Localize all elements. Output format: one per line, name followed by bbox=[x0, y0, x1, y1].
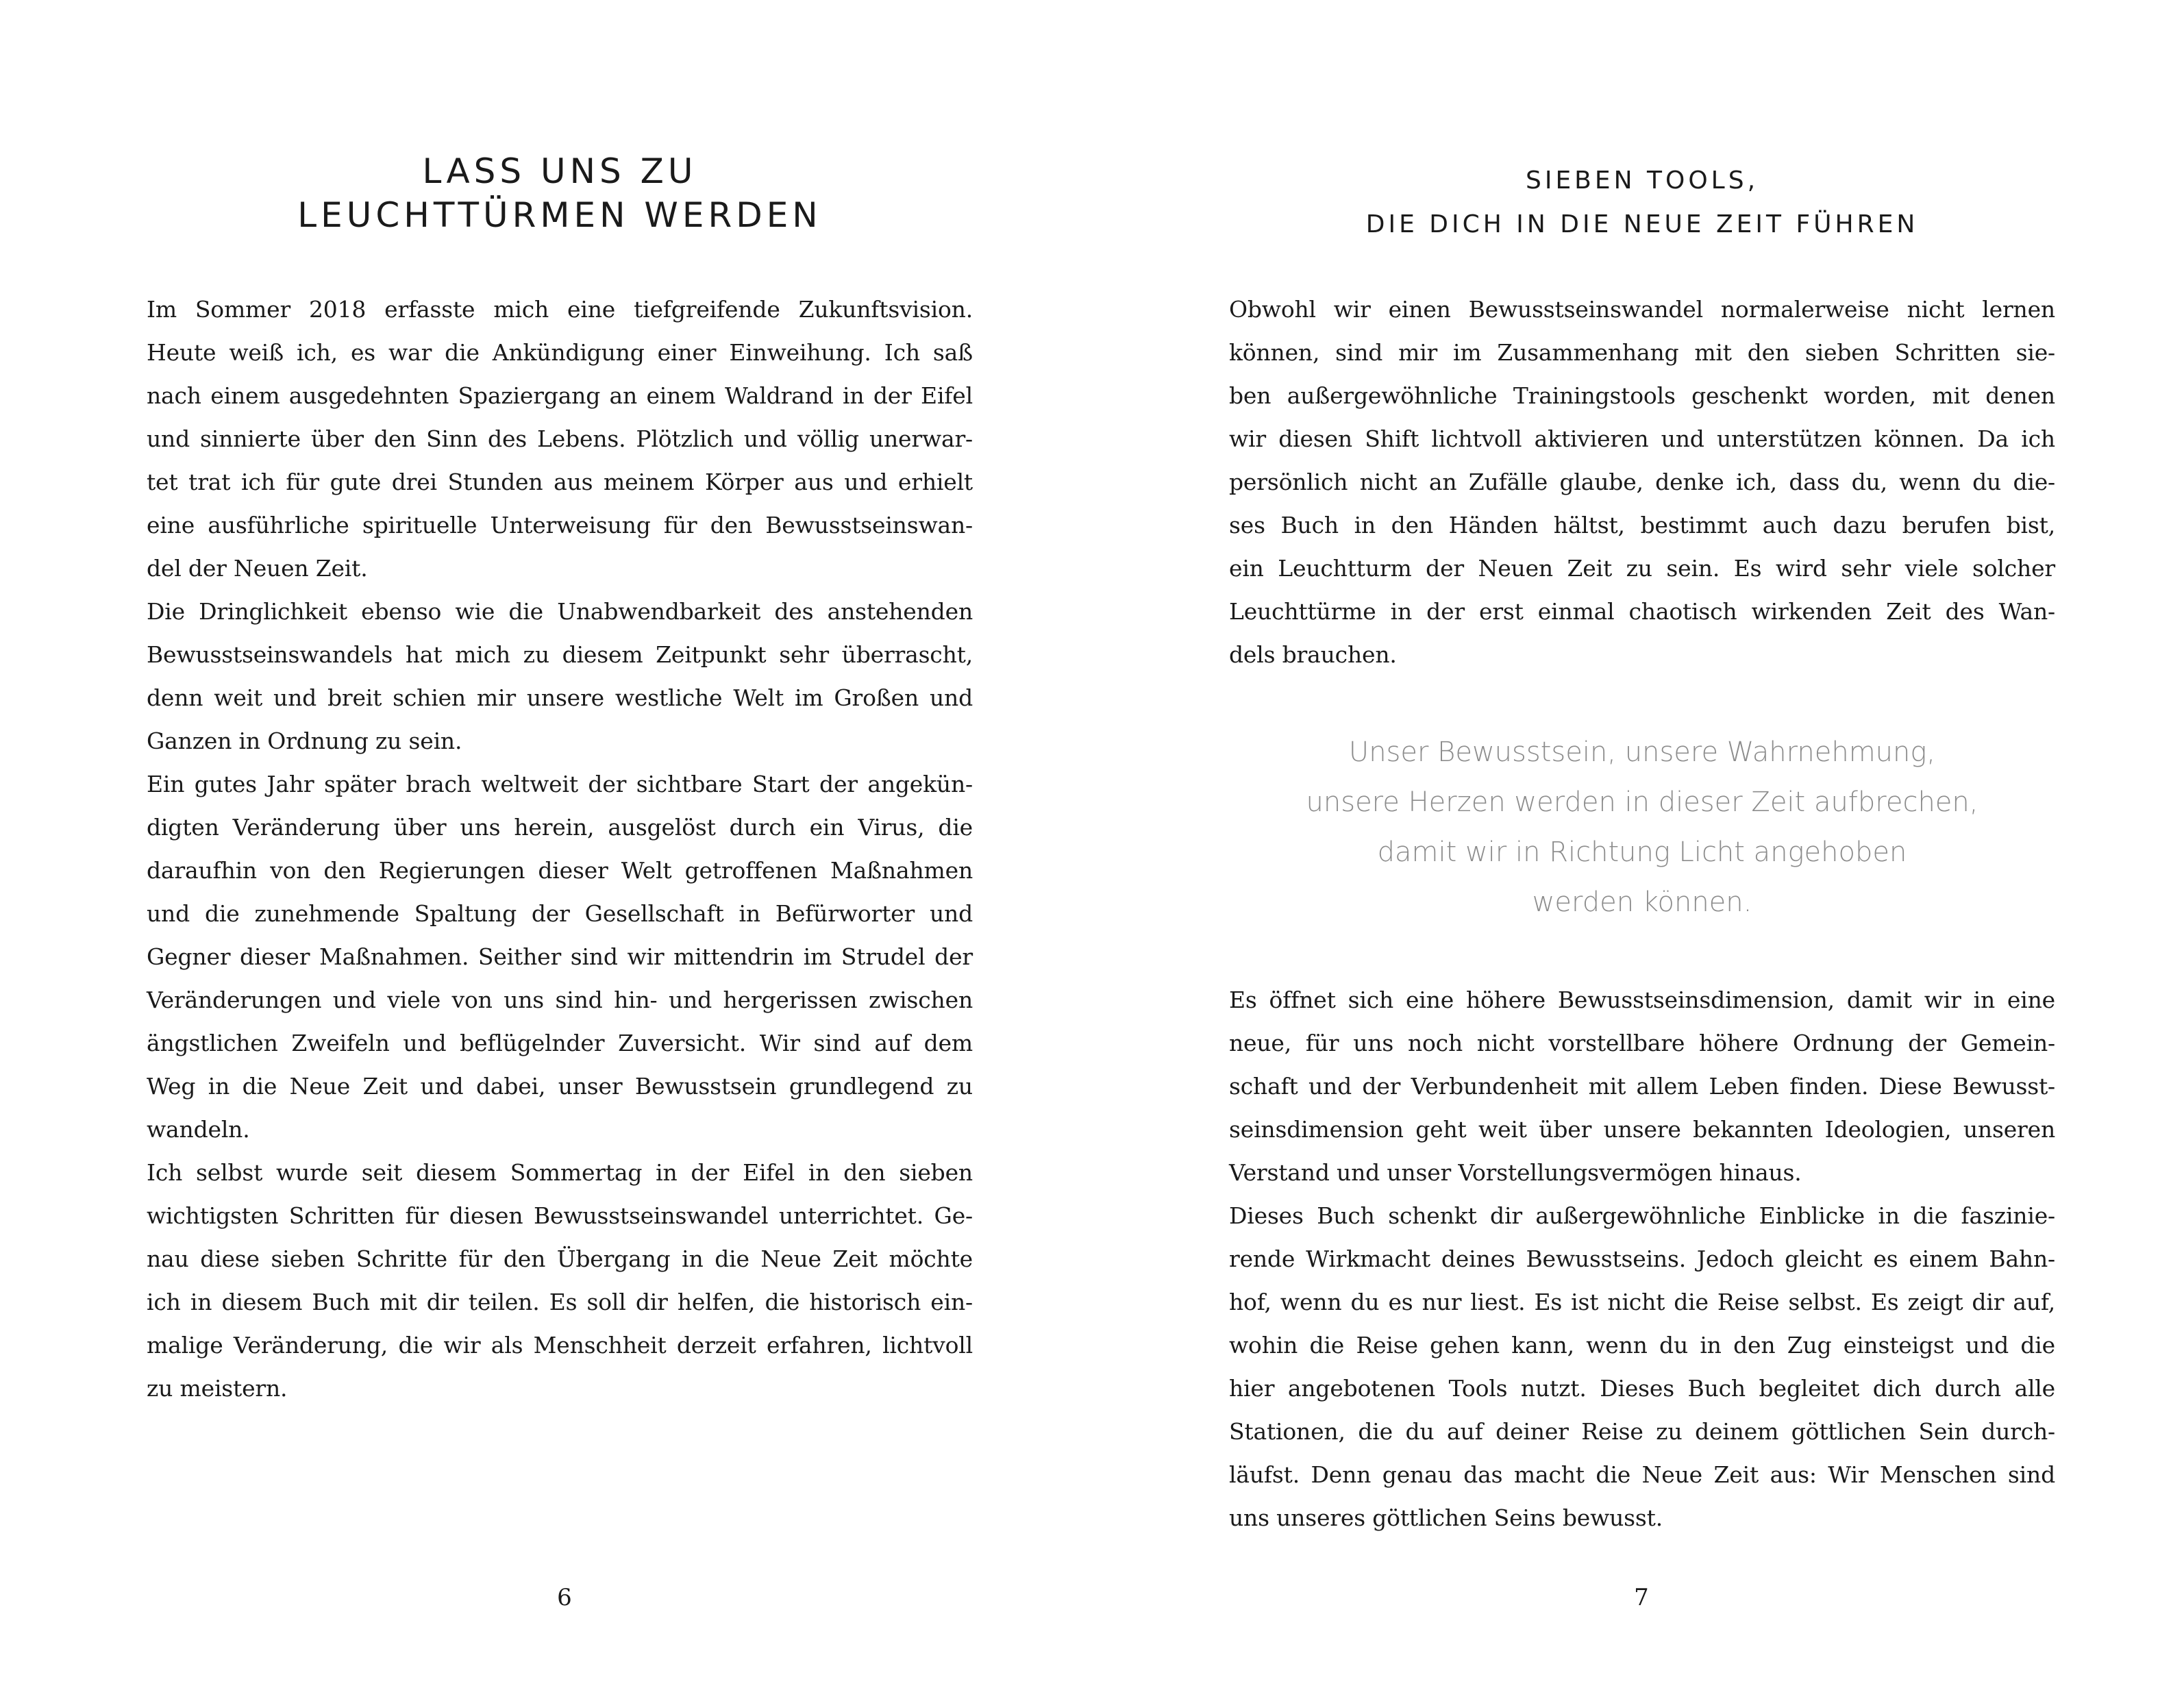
text-line: schaft und der Verbundenheit mit allem Leben finden. Diese Bewusst- bbox=[1229, 1073, 2055, 1100]
quote-line: werden können. bbox=[1532, 886, 1752, 918]
text-line: malige Veränderung, die wir als Menschheit derzeit erfahren, lichtvoll bbox=[147, 1332, 973, 1359]
left-title-line: LEUCHTTÜRMEN WERDEN bbox=[297, 195, 822, 235]
text-line: hier angebotenen Tools nutzt. Dieses Buch begleitet dich durch alle bbox=[1229, 1375, 2055, 1402]
quote-line: unsere Herzen werden in dieser Zeit aufbrechen, bbox=[1306, 786, 1978, 818]
paragraph bbox=[147, 1151, 973, 1410]
paragraph bbox=[147, 288, 973, 590]
pull-quote bbox=[1229, 728, 2055, 928]
text-line: Verstand und unser Vorstellungsvermögen hinaus. bbox=[1229, 1159, 1802, 1186]
text-line: Weg in die Neue Zeit und dabei, unser Bewusstsein grundlegend zu bbox=[147, 1073, 973, 1100]
text-line: ben außergewöhnliche Trainingstools geschenkt worden, mit denen bbox=[1229, 382, 2055, 409]
text-line: hof, wenn du es nur liest. Es ist nicht die Reise selbst. Es zeigt dir auf, bbox=[1229, 1289, 2055, 1315]
text-line: del der Neuen Zeit. bbox=[147, 555, 368, 582]
text-line: uns unseres göttlichen Seins bewusst. bbox=[1229, 1504, 1663, 1531]
text-line: eine ausführliche spirituelle Unterweisung für den Bewusstseinswan- bbox=[147, 512, 973, 538]
text-line: Gegner dieser Maßnahmen. Seither sind wir mittendrin im Strudel der bbox=[147, 943, 973, 970]
text-line: zu meistern. bbox=[147, 1375, 288, 1402]
text-line: Obwohl wir einen Bewusstseinswandel normalerweise nicht lernen bbox=[1229, 296, 2055, 323]
text-line: denn weit und breit schien mir unsere westliche Welt im Großen und bbox=[147, 684, 973, 711]
text-line: wichtigsten Schritten für diesen Bewusstseinswandel unterrichtet. Ge- bbox=[147, 1202, 973, 1229]
page-number: 7 bbox=[1634, 1584, 1649, 1611]
right-page bbox=[1092, 0, 2184, 1699]
text-line: Im Sommer 2018 erfasste mich eine tiefgreifende Zukunftsvision. bbox=[147, 296, 973, 323]
left-page-title bbox=[147, 149, 973, 237]
text-line: Es öffnet sich eine höhere Bewusstseinsdimension, damit wir in eine bbox=[1229, 987, 2055, 1013]
text-line: persönlich nicht an Zufälle glaube, denke ich, dass du, wenn du die- bbox=[1229, 469, 2055, 495]
text-line: digten Veränderung über uns herein, ausgelöst durch ein Virus, die bbox=[147, 814, 973, 841]
text-line: läufst. Denn genau das macht die Neue Zeit aus: Wir Menschen sind bbox=[1229, 1461, 2055, 1488]
right-page-intro bbox=[1229, 288, 2055, 676]
text-line: neue, für uns noch nicht vorstellbare höhere Ordnung der Gemein- bbox=[1229, 1030, 2055, 1056]
text-line: ich in diesem Buch mit dir teilen. Es soll dir helfen, die historisch ein- bbox=[147, 1289, 973, 1315]
paragraph bbox=[147, 590, 973, 762]
quote-line: Unser Bewusstsein, unsere Wahrnehmung, bbox=[1348, 736, 1936, 768]
page-number: 6 bbox=[557, 1584, 572, 1611]
paragraph bbox=[1229, 1194, 2055, 1539]
text-line: nau diese sieben Schritte für den Übergang in die Neue Zeit möchte bbox=[147, 1245, 973, 1272]
text-line: und sinnierte über den Sinn des Lebens. Plötzlich und völlig unerwar- bbox=[147, 425, 973, 452]
text-line: Leuchttürme in der erst einmal chaotisch wirkenden Zeit des Wan- bbox=[1229, 598, 2055, 625]
paragraph bbox=[1229, 978, 2055, 1194]
right-title-line: DIE DICH IN DIE NEUE ZEIT FÜHREN bbox=[1365, 210, 1919, 238]
text-line: ängstlichen Zweifeln und beflügelnder Zuversicht. Wir sind auf dem bbox=[147, 1030, 973, 1056]
text-line: Dieses Buch schenkt dir außergewöhnliche Einblicke in die faszinie- bbox=[1229, 1202, 2055, 1229]
right-page-body bbox=[1229, 978, 2055, 1539]
paragraph bbox=[147, 762, 973, 1151]
text-line: ses Buch in den Händen hältst, bestimmt auch dazu berufen bist, bbox=[1229, 512, 2055, 538]
text-line: nach einem ausgedehnten Spaziergang an einem Waldrand in der Eifel bbox=[147, 382, 973, 409]
right-page-title bbox=[1229, 159, 2055, 247]
text-line: Die Dringlichkeit ebenso wie die Unabwendbarkeit des anstehenden bbox=[147, 598, 973, 625]
left-title-line: LASS UNS ZU bbox=[422, 151, 697, 191]
text-line: Ganzen in Ordnung zu sein. bbox=[147, 728, 462, 754]
text-line: wir diesen Shift lichtvoll aktivieren und unterstützen können. Da ich bbox=[1229, 425, 2055, 452]
left-page-body bbox=[147, 288, 973, 1410]
text-line: seinsdimension geht weit über unsere bekannten Ideologien, unseren bbox=[1229, 1116, 2055, 1143]
text-line: Bewusstseinswandels hat mich zu diesem Zeitpunkt sehr überrascht, bbox=[147, 641, 973, 668]
text-line: Veränderungen und viele von uns sind hin- und hergerissen zwischen bbox=[147, 987, 973, 1013]
text-line: wohin die Reise gehen kann, wenn du in den Zug einsteigst und die bbox=[1229, 1332, 2055, 1359]
text-line: ein Leuchtturm der Neuen Zeit zu sein. Es wird sehr viele solcher bbox=[1229, 555, 2055, 582]
text-line: rende Wirkmacht deines Bewusstseins. Jedoch gleicht es einem Bahn- bbox=[1229, 1245, 2055, 1272]
right-title-line: SIEBEN TOOLS, bbox=[1525, 166, 1759, 195]
text-line: dels brauchen. bbox=[1229, 641, 1397, 668]
text-line: tet trat ich für gute drei Stunden aus meinem Körper aus und erhielt bbox=[147, 469, 973, 495]
text-line: Stationen, die du auf deiner Reise zu deinem göttlichen Sein durch- bbox=[1229, 1418, 2055, 1445]
text-line: können, sind mir im Zusammenhang mit den sieben Schritten sie- bbox=[1229, 339, 2055, 366]
text-line: Ich selbst wurde seit diesem Sommertag in der Eifel in den sieben bbox=[147, 1159, 973, 1186]
text-line: und die zunehmende Spaltung der Gesellschaft in Befürworter und bbox=[147, 900, 973, 927]
quote-line: damit wir in Richtung Licht angehoben bbox=[1377, 836, 1907, 868]
paragraph bbox=[1229, 288, 2055, 676]
text-line: Ein gutes Jahr später brach weltweit der sichtbare Start der angekün- bbox=[147, 771, 973, 797]
text-line: Heute weiß ich, es war die Ankündigung einer Einweihung. Ich saß bbox=[147, 339, 973, 366]
text-line: daraufhin von den Regierungen dieser Welt getroffenen Maßnahmen bbox=[147, 857, 973, 884]
text-line: wandeln. bbox=[147, 1116, 250, 1143]
